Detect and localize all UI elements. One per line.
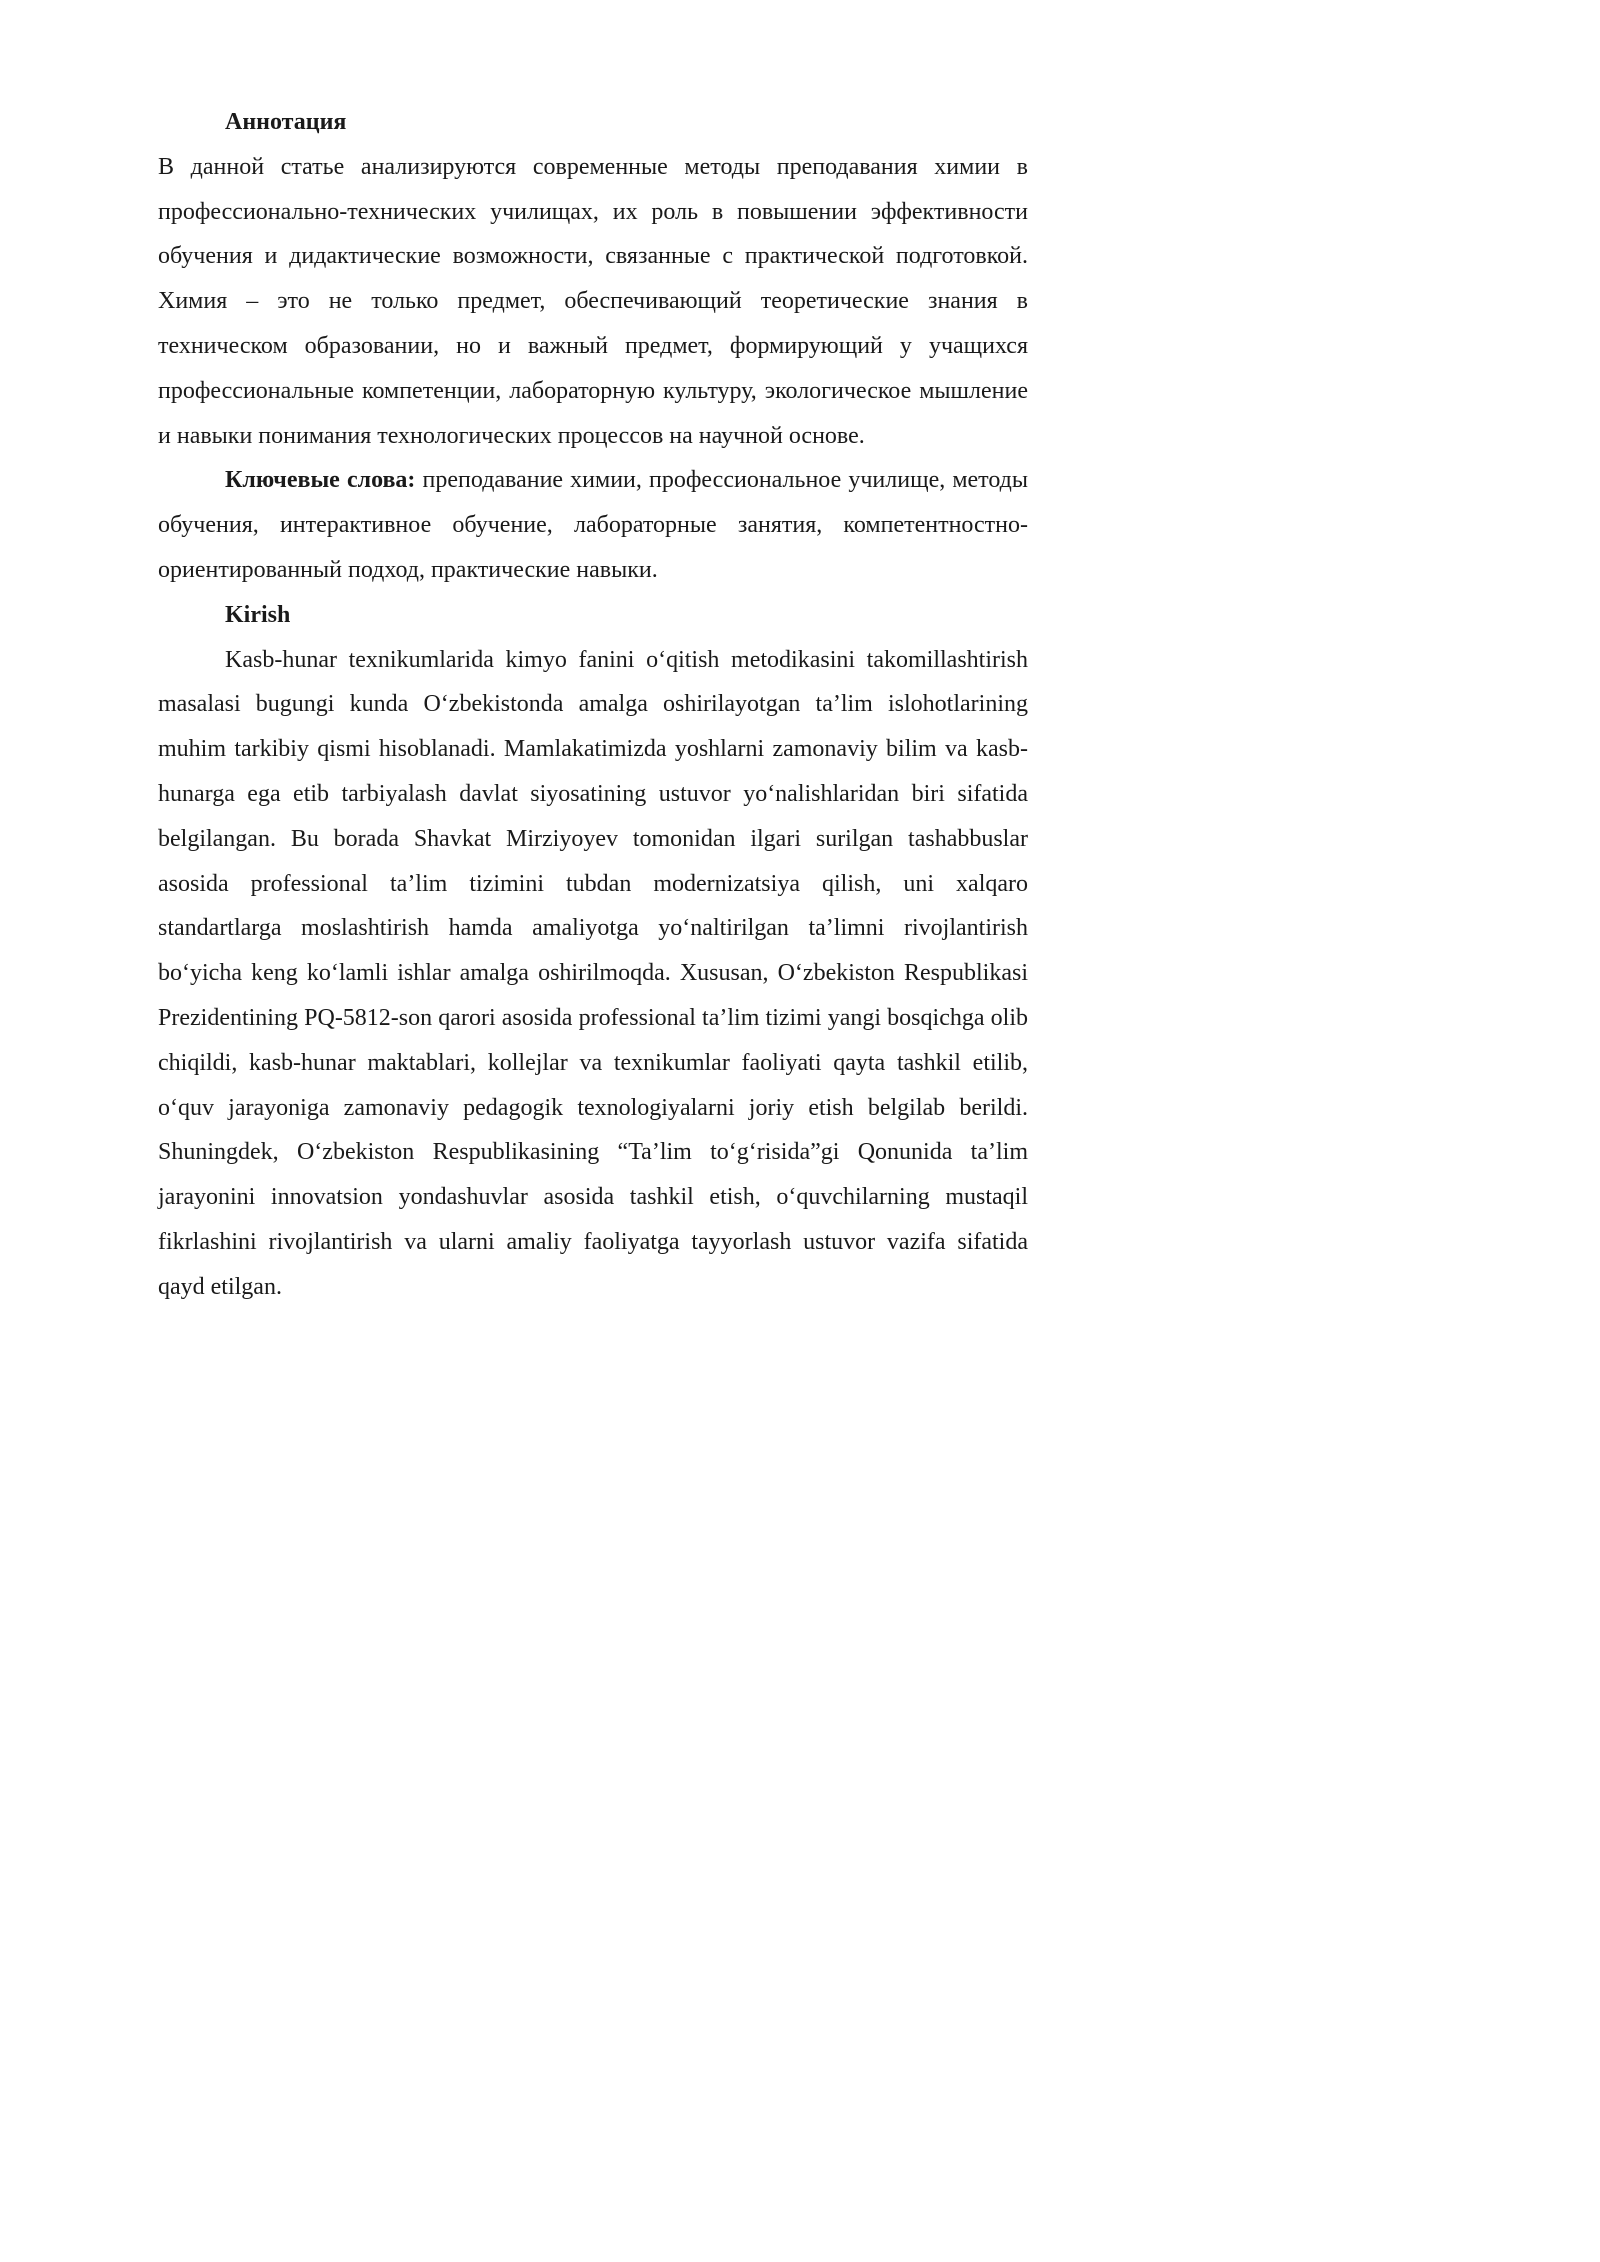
annotation-heading: Аннотация xyxy=(225,109,347,135)
introduction-heading: Kirish xyxy=(225,601,291,628)
keywords-label: Ключевые слова: xyxy=(225,467,416,494)
keywords-paragraph xyxy=(158,458,1028,592)
introduction-paragraph: Kasb-hunar texnikumlarida kimyo fanini oʻqitish metodikasini takomillashtirish masalasi bugungi kunda Oʻzbekistonda amalga oshirilayotgan ta’lim islohotlarining muhim tarkibiy qismi hisoblanadi. Mamlakatimizda yoshlarni zamonaviy bilim va kasb-hunarga ega etib tarbiyalash davlat siyosatining ustuvor yoʻnalishlaridan biri sifatida belgilangan. Bu borada Shavkat Mirziyoyev tomonidan ilgari surilgan tashabbuslar asosida professional ta’lim tizimini tubdan modernizatsiya qilish, uni xalqaro standartlarga moslashtirish hamda amaliyotga yoʻnaltirilgan ta’limni rivojlantirish boʻyicha keng koʻlamli ishlar amalga oshirilmoqda. Xususan, Oʻzbekiston Respublikasi Prezidentining PQ-5812-son qarori asosida professional ta’lim tizimi yangi bosqichga olib chiqildi, kasb-hunar maktablari, kollejlar va texnikumlar faoliyati qayta tashkil etilib, oʻquv jarayoniga zamonaviy pedagogik texnologiyalarni joriy etish belgilab berildi. Shuningdek, Oʻzbekiston Respublikasining “Ta’lim toʻgʻrisida”gi Qonunida ta’lim jarayonini innovatsion yondashuvlar asosida tashkil etish, oʻquvchilarning mustaqil fikrlashini rivojlantirish va ularni amaliy faoliyatga tayyorlash ustuvor vazifa sifatida qayd etilgan. xyxy=(158,646,1028,1300)
annotation-paragraph: В данной статье анализируются современные методы преподавания химии в профессионально-технических училищах, их роль в повышении эффективности обучения и дидактические возможности, связанные с практической подготовкой. Химия – это не только предмет, обеспечивающий теоретические знания в техническом образовании, но и важный предмет, формирующий у учащихся профессиональные компетенции, лабораторную культуру, экологическое мышление и навыки понимания технологических процессов на научной основе. xyxy=(158,153,1028,449)
keywords-text: преподавание химии, профессиональное училище, методы обучения, интерактивное обучение, лабораторные занятия, компетентностно-ориентированный подход, практические навыки. xyxy=(158,467,1028,583)
document-page xyxy=(158,100,1028,1310)
